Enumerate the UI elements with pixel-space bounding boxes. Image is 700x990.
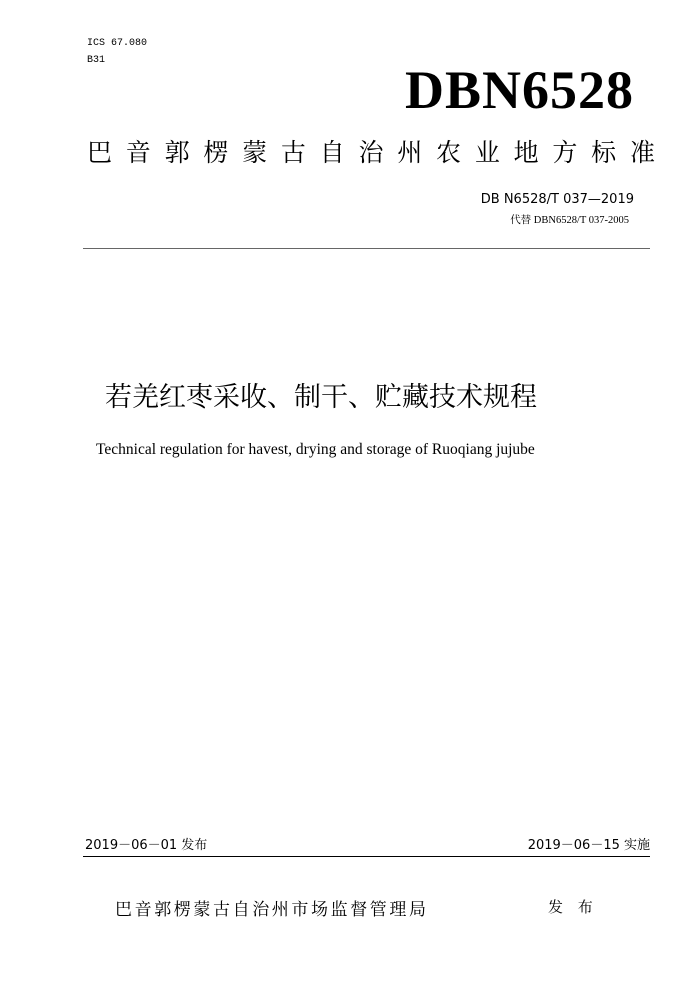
heading-char: 蒙 xyxy=(242,138,268,167)
heading-char: 郭 xyxy=(164,138,190,167)
issuing-region-standard xyxy=(87,137,655,169)
heading-char: 农 xyxy=(436,138,462,167)
implement-date: 2019－06－15 实施 xyxy=(527,838,650,853)
heading-char: 巴 xyxy=(87,138,113,167)
issuing-authority: 巴音郭楞蒙古自治州市场监督管理局 xyxy=(115,900,429,920)
heading-char: 方 xyxy=(552,138,578,167)
heading-char: 业 xyxy=(474,138,500,167)
issue-label: 发 布 xyxy=(548,898,598,916)
heading-char: 音 xyxy=(125,138,151,167)
heading-char: 治 xyxy=(358,138,384,167)
heading-char: 自 xyxy=(319,138,345,167)
publish-date: 2019－06－01 发布 xyxy=(85,838,208,853)
heading-char: 地 xyxy=(513,138,539,167)
document-title-en: Technical regulation for havest, drying and storage of Ruoqiang jujube xyxy=(96,441,535,458)
heading-char: 准 xyxy=(629,138,655,167)
heading-char: 楞 xyxy=(203,138,229,167)
heading-char: 标 xyxy=(591,138,617,167)
replaces-note: 代替 DBN6528/T 037-2005 xyxy=(510,215,629,226)
heading-char: 古 xyxy=(280,138,306,167)
ccs-code: B31 xyxy=(87,55,106,66)
heading-char: 州 xyxy=(397,138,423,167)
document-title-cn: 若羌红枣采收、制干、贮藏技术规程 xyxy=(105,382,537,413)
header-divider xyxy=(83,248,650,249)
footer-divider xyxy=(83,856,650,857)
standard-code-mark: DBN6528 xyxy=(404,60,634,120)
standard-number: DB N6528/T 037—2019 xyxy=(480,192,634,207)
ics-code: ICS 67.080 xyxy=(87,38,148,49)
